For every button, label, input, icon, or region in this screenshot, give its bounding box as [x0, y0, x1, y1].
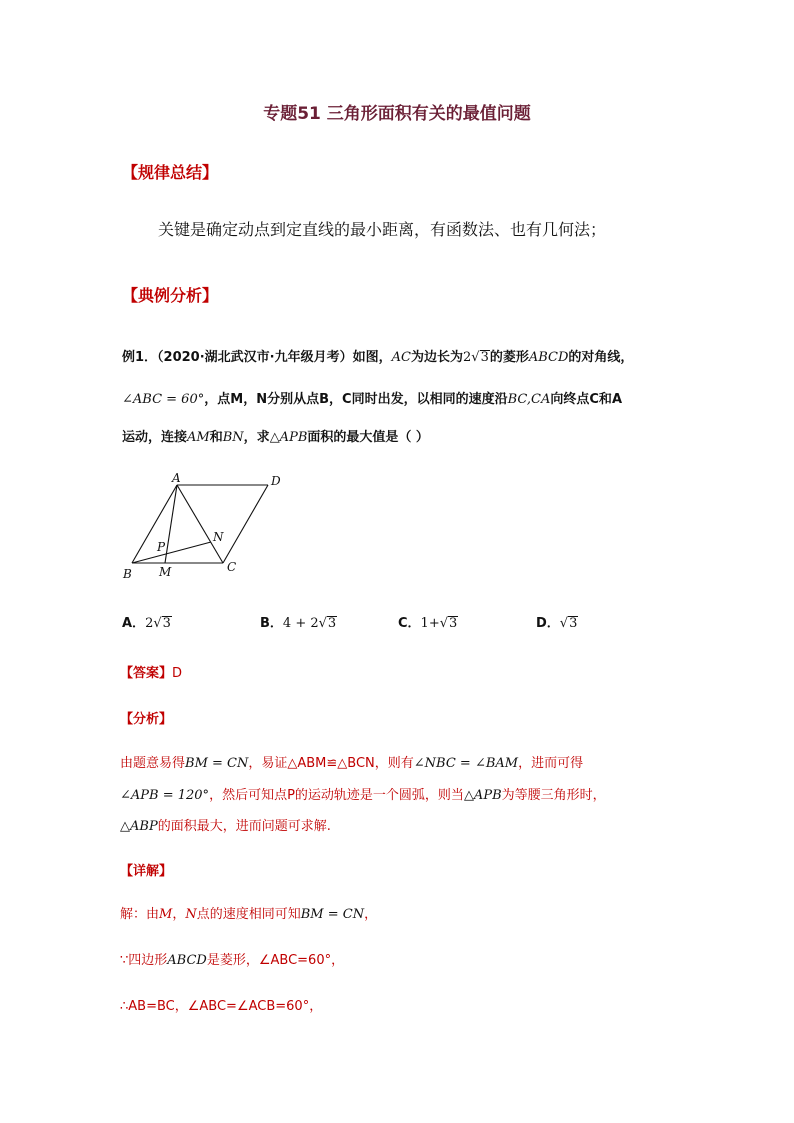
option-c[interactable]: C．1+√3 — [398, 616, 458, 631]
point-c: C — [589, 392, 599, 407]
diagonal-ac — [177, 485, 223, 563]
sqrt-sign: √ — [439, 616, 449, 631]
point-b: B — [319, 392, 330, 407]
label-b: B — [123, 567, 132, 581]
math-bc-ca: BC,CA — [507, 392, 551, 407]
math-angle-abc: ∠ABC = 60° — [122, 392, 205, 407]
label-c: C — [227, 560, 237, 574]
math-bn: BN — [222, 430, 244, 445]
point-a: A — [611, 392, 622, 407]
point-n: N — [256, 392, 268, 407]
question-text: ， — [243, 392, 257, 407]
option-label: C． — [398, 616, 421, 631]
math-abcd: ABCD — [167, 953, 207, 968]
question-text: 分别从点 — [267, 392, 320, 407]
label-a: A — [172, 471, 181, 485]
option-a[interactable]: A．2√3 — [122, 616, 171, 631]
question-text: 的菱形 — [489, 350, 529, 365]
analysis-line-3: △ABP的面积最大，进而问题可求解. — [120, 819, 331, 834]
rhombus-figure — [115, 465, 295, 590]
question-text: 同时出发，以相同的速度沿 — [351, 392, 508, 407]
math-bm-cn: BM = CN — [300, 907, 365, 922]
question-text: ， — [329, 392, 343, 407]
section-heading-summary: 【规律总结】 — [122, 163, 219, 182]
option-b[interactable]: B．4 + 2√3 — [260, 616, 337, 631]
question-source: （2020·湖北武汉市·九年级月考） — [157, 350, 353, 365]
question-text: 和 — [209, 430, 223, 445]
detail-line-3: ∴AB=BC，∠ABC=∠ACB=60°， — [120, 999, 323, 1014]
math-angle-nbc-bam: ∠NBC = ∠BAM — [413, 756, 519, 771]
label-d: D — [271, 474, 281, 488]
point-n: N — [185, 907, 197, 922]
question-text: 的对角线， — [568, 350, 634, 365]
edge-dc — [223, 485, 268, 563]
page-title: 专题51 三角形面积有关的最值问题 — [263, 104, 531, 124]
summary-text: 关键是确定动点到定直线的最小距离，有函数法、也有几何法； — [158, 220, 607, 239]
analysis-line-2: ∠APB = 120°，然后可知点P的运动轨迹是一个圆弧，则当△APB为等腰三角形时， — [120, 788, 606, 803]
math-triangle-apb: △APB — [269, 430, 308, 445]
analysis-line-1: 由题意易得BM = CN，易证△ABM≌△BCN，则有∠NBC = ∠BAM，进而可得 — [120, 756, 584, 771]
sqrt-sign: √ — [318, 616, 327, 631]
math-bm-cn: BM = CN — [185, 756, 249, 771]
math-ac: AC — [391, 350, 411, 365]
section-heading-examples: 【典例分析】 — [122, 286, 219, 305]
question-text: 如图， — [352, 350, 392, 365]
math-am: AM — [187, 430, 210, 445]
option-label: D． — [536, 616, 560, 631]
answer-line — [120, 662, 182, 681]
sqrt-sign: √ — [471, 350, 480, 365]
question-line-2 — [122, 388, 622, 407]
question-text: 为边长为 — [410, 350, 463, 365]
label-m: M — [159, 565, 172, 579]
question-prefix: 例1． — [122, 350, 158, 365]
detail-line-2: ∵四边形ABCD是菱形，∠ABC=60°， — [120, 953, 345, 968]
option-label: B． — [260, 616, 283, 631]
analysis-label: 【分析】 — [120, 712, 173, 727]
sqrt-sign: √ — [153, 616, 162, 631]
edge-ab — [132, 485, 177, 563]
question-text: ，点 — [204, 392, 231, 407]
point-p: P — [287, 788, 295, 803]
math-triangle-apb: △APB — [463, 788, 502, 803]
math-abcd: ABCD — [528, 350, 569, 365]
segment-bn — [132, 542, 211, 563]
question-text: 和 — [598, 392, 612, 407]
question-line-3 — [122, 426, 429, 445]
point-c: C — [342, 392, 352, 407]
question-text: 运动，连接 — [122, 430, 188, 445]
math-triangle-abp: △ABP — [120, 819, 158, 834]
question-line-1 — [122, 346, 633, 365]
label-p: P — [157, 540, 166, 554]
label-n: N — [213, 530, 224, 544]
sqrt-sign: √ — [559, 616, 569, 631]
sqrt-radicand: 3 — [480, 350, 489, 365]
answer-label: 【答案】 — [120, 666, 173, 681]
answer-value: D — [172, 666, 183, 681]
detail-label: 【详解】 — [120, 864, 173, 879]
question-text: 向终点 — [550, 392, 590, 407]
question-text: 面积的最大值是（ ） — [307, 430, 429, 445]
math-two: 2 — [462, 350, 472, 365]
detail-line-1: 解：由M，N点的速度相同可知BM = CN， — [120, 907, 378, 922]
question-text: ，求 — [243, 430, 270, 445]
math-angle-apb: ∠APB = 120° — [120, 788, 210, 803]
point-m: M — [230, 392, 244, 407]
point-m: M — [159, 907, 173, 922]
option-label: A． — [122, 616, 146, 631]
option-d[interactable]: D．√3 — [536, 616, 578, 631]
